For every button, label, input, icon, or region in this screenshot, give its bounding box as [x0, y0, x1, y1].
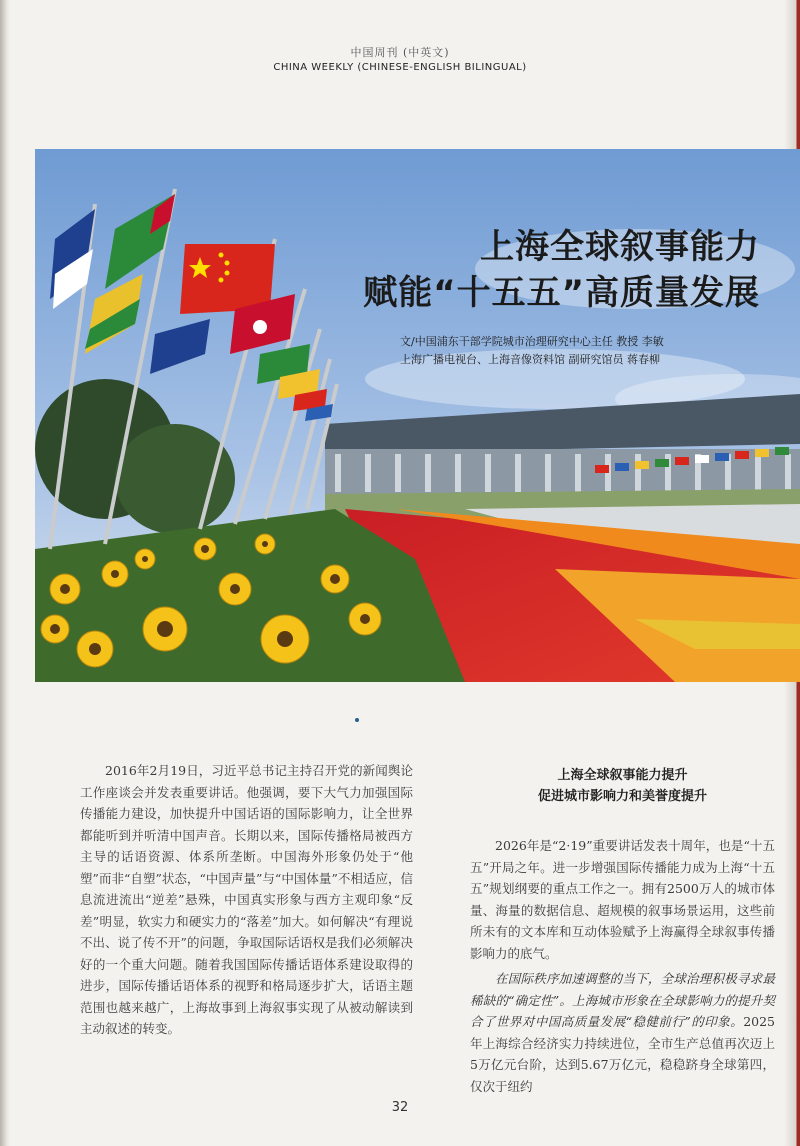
magazine-name-cn: 中国周刊 (中英文): [350, 46, 450, 59]
page-edge-left: [0, 0, 10, 1146]
magazine-header: [0, 44, 800, 73]
left-column-paragraph: 2016年2月19日，习近平总书记主持召开党的新闻舆论工作座谈会并发表重要讲话。他强调，要下大气力加强国际传播能力建设，加快提升中国话语的国际影响力，让全世界都能听到并听清中国声音。长期以来，国际传播格局被西方主导的话语资源、体系所垄断。中国海外形象仍处于“他塑”而非“自塑”状态，“中国声量”与“中国体量”不相适应，信息流进流出“逆差”悬殊，中国真实形象与西方主观印象“反差”明显，软实力和硬实力的“落差”加大。如何解决“有理说不出、说了传不开”的问题，争取国际话语权是我们必须解决好的一个重大问题。随着我国国际传播话语体系建设取得的进步，国际传播话语体系的视野和格局逐步扩大，话语主题范围也越来越广，上海故事到上海叙事实现了从被动解读到主动叙述的转变。: [80, 763, 413, 1036]
section-subtitle-line-2: 促进城市影响力和美誉度提升: [537, 789, 707, 804]
byline: [400, 333, 780, 369]
article-title-line-2: 赋能“十五五”高质量发展: [363, 273, 760, 313]
right-column-body: [470, 835, 775, 1097]
byline-author-2: 上海广播电视台、上海音像资料馆 副研究馆员 蒋春柳: [400, 353, 660, 366]
right-column: [470, 765, 775, 1101]
decorative-dot: [355, 718, 359, 722]
right-column-paragraph-1: 2026年是“2·19”重要讲话发表十周年，也是“十五五”开局之年。进一步增强国际传播能力成为上海“十五五”规划纲要的重点工作之一。拥有2500万人的城市体量、海量的数据信息、超规模的叙事场景运用，这些前所未有的文本库和互动体验赋予上海赢得全球叙事传播影响力的底气。: [470, 838, 775, 961]
right-column-paragraph-2: [470, 968, 775, 1097]
left-column: [80, 760, 413, 1040]
byline-author-1: 文/中国浦东干部学院城市治理研究中心主任 教授 李敏: [400, 335, 664, 348]
magazine-name-en: CHINA WEEKLY (CHINESE-ENGLISH BILINGUAL): [273, 62, 527, 73]
right-column-paragraph-2-rest: 2025年上海综合经济实力持续进位，全市生产总值再次迈上5万亿元台阶，达到5.67万亿元，稳稳跻身全球第四，仅次于纽约: [470, 1014, 775, 1094]
article-title-line-1: 上海全球叙事能力: [480, 227, 760, 267]
section-subtitle: [470, 765, 775, 807]
right-column-paragraph-2-italic: 在国际秩序加速调整的当下，全球治理积极寻求最稀缺的“确定性”。上海城市形象在全球影响力的提升契合了世界对中国高质量发展“稳健前行”的印象。: [470, 971, 775, 1029]
section-subtitle-line-1: 上海全球叙事能力提升: [557, 768, 688, 783]
article-title: [363, 224, 760, 316]
page-number: 32: [391, 1100, 409, 1115]
